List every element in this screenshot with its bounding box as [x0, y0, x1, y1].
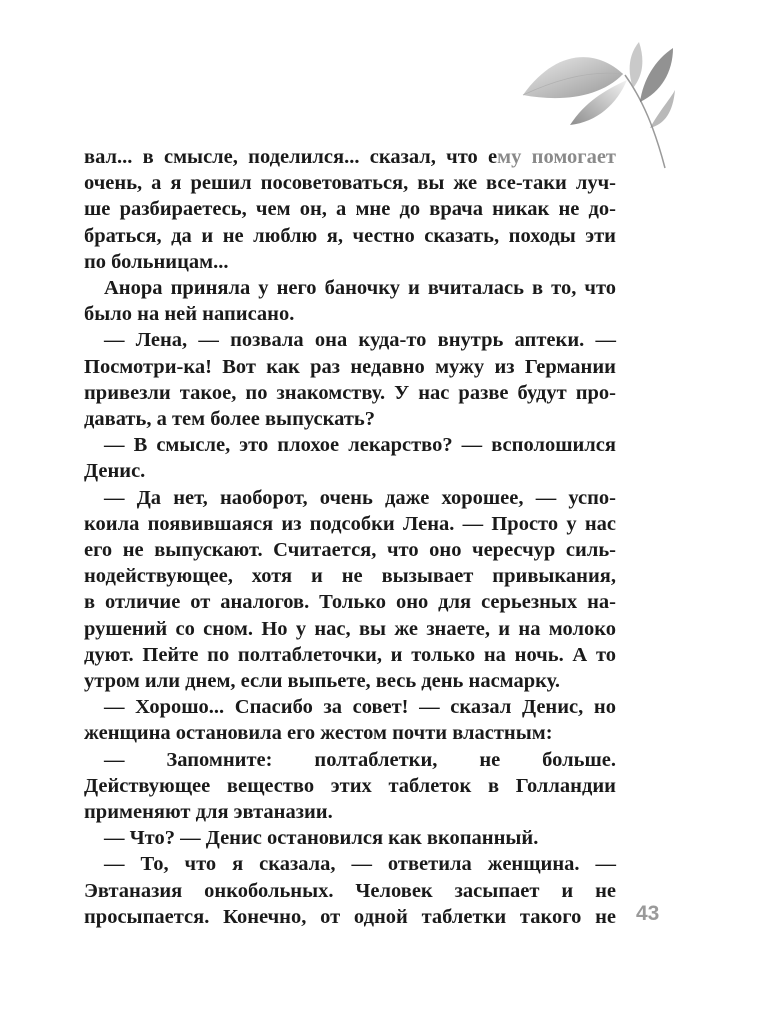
text-line-main: его не выпускают. Считается, что оно чересчур силь- [84, 539, 616, 562]
text-line-main: применяют для эвтаназии. [84, 801, 333, 824]
text-line [84, 406, 616, 432]
text-line [84, 825, 616, 851]
text-line [84, 878, 616, 904]
text-line-main: в отличие от аналогов. Только оно для серьезных на- [84, 591, 616, 614]
text-line-main: Действующее вещество этих таблеток в Голландии [84, 774, 616, 797]
text-line-main: дуют. Пейте по полтаблеточки, и только на ночь. А то [84, 643, 616, 666]
text-line-main: Анора приняла у него баночку и вчиталась в то, что [104, 277, 616, 300]
text-line [84, 747, 616, 773]
text-line-main: — Лена, — позвала она куда-то внутрь аптеки. — [104, 329, 616, 352]
text-line-main: по больницам... [84, 250, 229, 273]
text-line-main: — Запомните: полтаблетки, не больше. [104, 748, 616, 771]
text-line [84, 642, 616, 668]
text-line [84, 563, 616, 589]
text-line-main: было на ней написано. [84, 303, 295, 326]
text-line-main: ше разбираетесь, чем он, а мне до врача никак не до- [84, 198, 616, 221]
text-line [84, 537, 616, 563]
text-line [84, 301, 616, 327]
text-line [84, 720, 616, 746]
text-line [84, 380, 616, 406]
text-line [84, 773, 616, 799]
text-line [84, 196, 616, 222]
text-line [84, 589, 616, 615]
text-line [84, 511, 616, 537]
text-line-main: нодействующее, хотя и не вызывает привыкания, [84, 565, 616, 588]
text-line-main: Эвтаназия онкобольных. Человек засыпает и не [84, 879, 616, 902]
text-line-faded: му помогает [497, 146, 617, 168]
body-text [84, 144, 616, 930]
text-line-main: — Хорошо... Спасибо за совет! — сказал Денис, но [104, 696, 616, 719]
text-line [84, 144, 616, 170]
text-line [84, 354, 616, 380]
text-line [84, 458, 616, 484]
text-line [84, 327, 616, 353]
text-line-main: давать, а тем более выпускать? [84, 408, 375, 431]
text-line [84, 851, 616, 877]
text-line-main: привезли такое, по знакомству. У нас разве будут про- [84, 381, 616, 404]
text-line-main: утром или днем, если выпьете, весь день насмарку. [84, 670, 561, 693]
text-line-main: рушений со сном. Но у нас, вы же знаете, и на молоко [84, 617, 616, 640]
text-line-main: — Да нет, наоборот, очень даже хорошее, — успо- [104, 486, 616, 509]
text-line-main: — То, что я сказала, — ответила женщина. — [104, 853, 616, 876]
text-line [84, 249, 616, 275]
text-line [84, 223, 616, 249]
text-line-main: просыпается. Конечно, от одной таблетки такого не [84, 905, 616, 928]
text-line-main: коила появившаяся из подсобки Лена. — Просто у нас [84, 512, 616, 535]
text-line-main: — В смысле, это плохое лекарство? — всполошился [104, 434, 616, 457]
text-line [84, 485, 616, 511]
text-line-main: Денис. [84, 460, 146, 483]
text-line-main: вал... в смысле, поделился... сказал, что е [84, 146, 498, 168]
text-line [84, 170, 616, 196]
text-line [84, 904, 616, 930]
text-line-main: — Что? — Денис остановился как вкопанный. [104, 827, 539, 850]
text-line [84, 668, 616, 694]
text-line-main: браться, да и не люблю я, честно сказать, походы эти [84, 224, 616, 247]
page-number: 43 [636, 902, 660, 925]
text-line [84, 432, 616, 458]
text-line [84, 275, 616, 301]
text-line [84, 694, 616, 720]
text-line [84, 799, 616, 825]
text-line-main: женщина остановила его жестом почти властным: [84, 722, 553, 745]
text-line-main: очень, а я решил посоветоваться, вы же все-таки луч- [84, 172, 616, 195]
text-line-main: Посмотри-ка! Вот как раз недавно мужу из Германии [84, 355, 616, 378]
text-line [84, 616, 616, 642]
